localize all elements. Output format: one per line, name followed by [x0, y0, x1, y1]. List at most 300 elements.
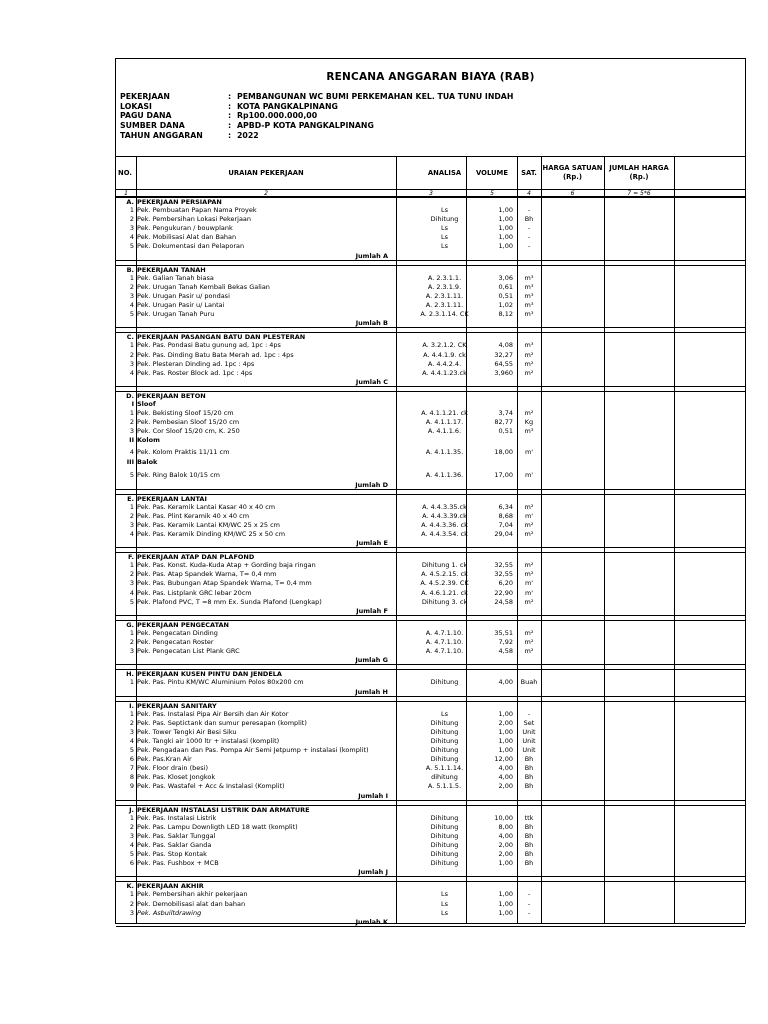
item-number: 3	[129, 427, 134, 436]
item-volume: 1,00	[498, 899, 513, 908]
item-analisa: Ls	[440, 233, 448, 242]
item-number: 9	[129, 782, 134, 791]
item-number: 5	[129, 242, 134, 251]
item-analisa: A. 3.2.1.2. CK	[422, 341, 467, 350]
item-uraian: Pek. Pembuatan Papan Nama Proyek	[137, 206, 257, 215]
section-header-row	[116, 265, 745, 274]
column-number-row	[116, 190, 745, 197]
item-volume: 22,90	[494, 588, 513, 597]
info-label: TAHUN ANGGARAN	[120, 130, 203, 140]
item-number: 1	[129, 628, 134, 637]
section-code: C.	[126, 333, 134, 342]
item-analisa: A. 4.7.1.10.	[425, 638, 464, 647]
table-row	[116, 900, 745, 909]
table-row	[116, 719, 745, 728]
item-number: 3	[129, 908, 134, 917]
item-number: 1	[129, 206, 134, 215]
item-number: 4	[129, 368, 134, 377]
item-satuan: Unit	[522, 746, 536, 755]
item-volume: 82,77	[494, 418, 513, 427]
table-row	[116, 468, 745, 481]
item-satuan: m²	[524, 561, 534, 570]
section-total-label: Jumlah G	[355, 656, 388, 665]
table-row	[116, 427, 745, 436]
table-row	[116, 755, 745, 764]
item-uraian: Pek. Urugan Pasir u/ Lantai	[137, 301, 225, 310]
item-uraian: Pek. Urugan Tanah Kembali Bekas Galian	[137, 282, 270, 291]
info-value: 2022	[237, 130, 259, 140]
item-volume: 0,61	[498, 282, 513, 291]
item-volume: 64,55	[494, 359, 513, 368]
section-header-row	[116, 197, 745, 206]
table-row	[116, 215, 745, 224]
section-total-label: Jumlah D	[355, 480, 388, 489]
colnum-harga-satuan: 6	[570, 190, 575, 197]
item-number: 1	[129, 561, 134, 570]
item-uraian: Pek. Pas. Fushbox + MCB	[137, 859, 219, 868]
section-header-row	[116, 332, 745, 341]
header-uraian: URAIAN PEKERJAAN	[228, 168, 304, 177]
section-code: F.	[128, 553, 134, 562]
item-analisa: A. 4.1.1.35.	[425, 448, 464, 457]
item-analisa: Ls	[440, 908, 448, 917]
item-uraian: Pek. Pas. Lampu Downligth LED 18 watt (komplit)	[137, 822, 298, 831]
item-satuan: -	[527, 709, 531, 718]
section-header-row	[116, 701, 745, 710]
item-analisa: A. 5.1.1.5.	[427, 782, 462, 791]
item-number: 2	[129, 282, 134, 291]
item-analisa: Ls	[440, 899, 448, 908]
item-satuan: Bh	[524, 859, 534, 868]
item-analisa: Dihitung	[430, 718, 459, 727]
section-code: G.	[126, 620, 134, 629]
item-number: 2	[129, 418, 134, 427]
table-row	[116, 351, 745, 360]
item-number: 2	[129, 215, 134, 224]
item-uraian: Pek. Kolom Praktis 11/11 cm	[137, 448, 230, 457]
item-analisa: A. 2.3.1.11.	[425, 291, 464, 300]
item-number: 6	[129, 755, 134, 764]
table-body	[116, 197, 745, 927]
item-analisa: Dihitung	[430, 831, 459, 840]
item-satuan: Bh	[524, 755, 534, 764]
item-satuan: m²	[524, 597, 534, 606]
item-uraian: Pek. Pas. Konst. Kuda-Kuda Atap + Gording baja ringan	[137, 561, 316, 570]
item-satuan: m'	[524, 470, 534, 479]
item-satuan: m'	[524, 579, 534, 588]
item-uraian: Pek. Dokumentasi dan Pelaporan	[137, 242, 245, 251]
info-colon: :	[228, 121, 232, 131]
item-satuan: Unit	[522, 727, 536, 736]
item-satuan: m²	[524, 520, 534, 529]
info-colon: :	[228, 130, 232, 140]
item-uraian: Pek. Pas. Wastafel + Acc & Instalasi (Komplit)	[137, 782, 285, 791]
info-label: SUMBER DANA	[120, 121, 185, 131]
item-satuan: m²	[524, 638, 534, 647]
item-number: 1	[129, 890, 134, 899]
section-total-row	[116, 481, 745, 490]
table-row	[116, 678, 745, 687]
table-row	[116, 841, 745, 850]
item-volume: 1,00	[498, 736, 513, 745]
item-volume: 18,00	[494, 448, 513, 457]
item-analisa: A. 2.3.1.14. CK	[420, 310, 469, 319]
item-number: 4	[129, 841, 134, 849]
section-header-row	[116, 620, 745, 629]
table-row	[116, 224, 745, 233]
item-uraian: Pek. Pengecatan Dinding	[137, 628, 218, 637]
item-volume: 1,00	[498, 224, 513, 233]
section-title: PEKERJAAN INSTALASI LISTRIK DAN ARMATURE	[137, 805, 310, 814]
item-analisa: A. 5.1.1.14.	[425, 764, 464, 773]
item-number: III	[126, 458, 134, 467]
section-total-label: Jumlah E	[356, 539, 388, 548]
item-uraian: Pek. Tangki air 1000 ltr + instalasi (komplit)	[137, 736, 280, 745]
table-row	[116, 728, 745, 737]
item-volume: 4,00	[498, 764, 513, 773]
section-code: H.	[126, 670, 134, 679]
item-satuan: Bh	[524, 764, 534, 773]
item-volume: 8,68	[498, 511, 513, 520]
table-row	[116, 310, 745, 319]
item-satuan: m³	[524, 301, 534, 310]
table-row	[116, 737, 745, 746]
item-analisa: Dihitung	[430, 727, 459, 736]
item-analisa: A. 4.4.3.36. ck	[421, 520, 468, 529]
table-row	[116, 579, 745, 588]
item-volume: 7,92	[498, 638, 513, 647]
item-volume: 2,00	[498, 850, 513, 859]
item-number: 2	[129, 822, 134, 831]
item-volume: 3,06	[498, 273, 513, 282]
item-number: 2	[129, 899, 134, 908]
item-volume: 2,00	[498, 782, 513, 791]
item-satuan: m³	[524, 341, 534, 350]
item-satuan: Kg	[524, 418, 534, 427]
item-satuan: m³	[524, 291, 534, 300]
item-uraian: Pek. Pembesian Sloof 15/20 cm	[137, 418, 240, 427]
item-number: 5	[129, 746, 134, 755]
table-row	[116, 242, 745, 251]
item-volume: 10,00	[494, 813, 513, 822]
section-title: PEKERJAAN TANAH	[137, 265, 206, 274]
table-row	[116, 823, 745, 832]
section-header-row	[116, 805, 745, 814]
item-volume: 2,00	[498, 841, 513, 849]
section-header-row	[116, 391, 745, 400]
item-volume: 1,00	[498, 206, 513, 215]
table-row	[116, 503, 745, 512]
item-number: 4	[129, 233, 134, 242]
section-code: A.	[126, 198, 134, 206]
section-header-row	[116, 669, 745, 678]
item-satuan: m³	[524, 310, 534, 319]
item-uraian: Pek. Pas.Kran Air	[137, 755, 192, 764]
item-uraian: Pek. Pembersihan Lokasi Pekerjaan	[137, 215, 252, 224]
item-number: 3	[129, 831, 134, 840]
colnum-volume: 5	[490, 190, 494, 197]
section-title: PEKERJAAN PASANGAN BATU DAN PLESTERAN	[137, 333, 306, 342]
section-title: PEKERJAAN AKHIR	[137, 882, 204, 891]
item-volume: 32,55	[494, 561, 513, 570]
item-satuan: Bh	[524, 831, 534, 840]
table-row	[116, 369, 745, 378]
item-volume: 8,00	[498, 822, 513, 831]
item-uraian: Pek. Pas. Saklar Ganda	[137, 841, 212, 849]
section-title: PEKERJAAN BETON	[137, 391, 206, 400]
table-row	[116, 274, 745, 283]
info-label: PAGU DANA	[120, 111, 172, 121]
table-row	[116, 360, 745, 369]
section-title: PEKERJAAN LANTAI	[137, 494, 207, 503]
item-analisa: A. 4.4.1.9. ck	[423, 350, 466, 359]
document-title: RENCANA ANGGARAN BIAYA (RAB)	[326, 71, 535, 83]
info-colon: :	[228, 92, 232, 101]
section-title: PEKERJAAN PERSIAPAN	[137, 198, 222, 206]
item-number: 5	[129, 850, 134, 859]
item-analisa: A. 2.3.1.11.	[425, 301, 464, 310]
section-total-row	[116, 252, 745, 261]
item-analisa: Dihitung	[430, 850, 459, 859]
item-volume: 6,34	[498, 502, 513, 511]
table-row	[116, 409, 745, 418]
section-total-label: Jumlah A	[355, 251, 388, 260]
item-number: 5	[129, 470, 134, 479]
item-uraian: Pek. Demobilisasi alat dan bahan	[137, 899, 246, 908]
item-number: 1	[129, 502, 134, 511]
item-uraian: Pek. Pas. Plint Keramik 40 x 40 cm	[137, 511, 250, 520]
item-satuan: m²	[524, 502, 534, 511]
section-code: E.	[127, 494, 134, 503]
item-volume: 35,51	[494, 628, 513, 637]
item-uraian: Pek. Ring Balok 10/15 cm	[137, 470, 220, 479]
item-uraian: Pek. Tower Tengki Air Besi Siku	[137, 727, 237, 736]
section-header-row	[116, 881, 745, 890]
item-number: I	[131, 399, 134, 408]
item-analisa: A. 4.6.1.21. ck	[421, 588, 468, 597]
item-uraian: Pek. Pas. Keramik Lantai Kasar 40 x 40 cm	[137, 502, 276, 511]
item-uraian: Pek. Pengecatan List Plank GRC	[137, 647, 240, 656]
item-number: 1	[129, 709, 134, 718]
item-volume: 0,51	[498, 291, 513, 300]
item-number: II	[129, 436, 134, 445]
colnum-jumlah-harga: 7 = 5*6	[627, 190, 651, 197]
item-satuan: m²	[524, 570, 534, 579]
item-satuan: Unit	[522, 736, 536, 745]
section-total-row	[116, 688, 745, 697]
info-label: LOKASI	[120, 101, 152, 111]
item-satuan: m²	[524, 530, 534, 538]
item-uraian: Pek. Cor Sloof 15/20 cm, K. 250	[137, 427, 240, 436]
section-total-row	[116, 868, 745, 877]
item-satuan: m²	[524, 647, 534, 656]
info-value: KOTA PANGKALPINANG	[237, 101, 338, 111]
item-satuan: -	[527, 890, 531, 899]
section-total-label: Jumlah J	[358, 868, 388, 877]
header-volume: VOLUME	[476, 168, 508, 177]
info-label: PEKERJAAN	[120, 92, 170, 101]
item-uraian: Pek. Pengadaan dan Pas. Pompa Air Semi Jetpump + instalasi (komplit)	[137, 746, 369, 755]
item-analisa: A. 4.7.1.10.	[425, 647, 464, 656]
item-uraian: Pek. Galian Tanah biasa	[137, 273, 214, 282]
colnum-no: 1	[124, 190, 128, 197]
item-uraian: Pek. Pengecatan Roster	[137, 638, 214, 647]
item-volume: 32,55	[494, 570, 513, 579]
section-title: PEKERJAAN KUSEN PINTU DAN JENDELA	[137, 670, 282, 679]
item-volume: 1,00	[498, 242, 513, 251]
item-volume: 32,27	[494, 350, 513, 359]
item-uraian: Pek. Urugan Tanah Puru	[137, 310, 215, 319]
item-satuan: m²	[524, 359, 534, 368]
section-code: I.	[129, 701, 134, 710]
item-analisa: A. 4.7.1.10.	[425, 628, 464, 637]
item-analisa: Dihitung	[430, 755, 459, 764]
table-row	[116, 890, 745, 899]
item-analisa: Ls	[440, 890, 448, 899]
item-number: 8	[129, 773, 134, 782]
section-total-row	[116, 378, 745, 387]
table-row	[116, 530, 745, 539]
item-volume: 6,20	[498, 579, 513, 588]
item-analisa: Ls	[440, 709, 448, 718]
item-volume: 1,00	[498, 890, 513, 899]
item-uraian: Pek. Pengukuran / bouwplank	[137, 224, 233, 233]
item-satuan: Bh	[524, 850, 534, 859]
item-volume: 7,04	[498, 520, 513, 529]
item-number: 4	[129, 448, 134, 457]
item-satuan: m'	[524, 511, 534, 520]
item-analisa: Dihitung	[430, 813, 459, 822]
colnum-sat: 4	[527, 190, 531, 197]
section-total-row	[116, 918, 745, 927]
table-row	[116, 589, 745, 598]
item-volume: 3,960	[494, 368, 513, 377]
table-row	[116, 301, 745, 310]
item-uraian: Pek. Pas. Kloset Jongkok	[137, 773, 216, 782]
item-satuan: Buah	[520, 678, 538, 687]
item-volume: 4,58	[498, 647, 513, 656]
section-total-row	[116, 656, 745, 665]
section-header-row	[116, 494, 745, 503]
item-analisa: A. 4.5.2.15. ck	[421, 570, 468, 579]
section-total-row	[116, 319, 745, 328]
section-total-label: Jumlah F	[356, 606, 388, 615]
section-total-label: Jumlah C	[355, 377, 388, 386]
item-analisa: Dihitung	[430, 822, 459, 831]
item-uraian: Balok	[137, 458, 158, 467]
item-satuan: m²	[524, 409, 534, 418]
item-uraian: Pek. Pas. Keramik Dinding KM/WC 25 x 50 cm	[137, 530, 286, 538]
section-code: D.	[126, 391, 134, 400]
item-number: 2	[129, 350, 134, 359]
section-total-row	[116, 607, 745, 616]
item-analisa: A. 4.5.2.39. CK	[420, 579, 469, 588]
item-analisa: A. 4.4.2.4.	[427, 359, 462, 368]
item-analisa: Dihitung 3. ck	[421, 597, 468, 606]
item-uraian: Sloof	[137, 399, 156, 408]
subsection-row	[116, 400, 745, 409]
header-no: NO.	[118, 168, 132, 177]
item-uraian: Pek. Plafond PVC, T =8 mm Ex. Sunda Plafond (Lengkap)	[137, 597, 322, 606]
section-total-label: Jumlah I	[358, 791, 388, 800]
item-satuan: m²	[524, 628, 534, 637]
item-satuan: Bh	[524, 215, 534, 224]
item-satuan: -	[527, 899, 531, 908]
item-uraian: Pek. Pembersihan akhir pekerjaan	[137, 890, 248, 899]
item-volume: 1,00	[498, 215, 513, 224]
item-uraian: Pek. Urugan Pasir u/ pondasi	[137, 291, 230, 300]
item-satuan: Bh	[524, 773, 534, 782]
item-uraian: Pek. Pas. Septictank dan sumur peresapan (komplit)	[137, 718, 307, 727]
table-row	[116, 629, 745, 638]
item-volume: 1,00	[498, 709, 513, 718]
table-row	[116, 710, 745, 719]
item-analisa: A. 4.4.3.54. ck	[421, 530, 468, 538]
item-uraian: Pek. Pas. Roster Block ad. 1pc : 4ps	[137, 368, 253, 377]
item-number: 3	[129, 727, 134, 736]
item-number: 3	[129, 520, 134, 529]
item-number: 3	[129, 224, 134, 233]
item-volume: 4,08	[498, 341, 513, 350]
item-volume: 0,51	[498, 427, 513, 436]
item-volume: 29,04	[494, 530, 513, 538]
item-volume: 4,00	[498, 831, 513, 840]
table-row	[116, 283, 745, 292]
item-uraian: Pek. Bekisting Sloof 15/20 cm	[137, 409, 234, 418]
table-row	[116, 598, 745, 607]
table-row	[116, 521, 745, 530]
table-row	[116, 512, 745, 521]
header-jumlah-harga: JUMLAH HARGA (Rp.)	[609, 164, 669, 181]
section-total-row	[116, 539, 745, 548]
item-number: 7	[129, 764, 134, 773]
colnum-uraian: 2	[264, 190, 268, 197]
item-analisa: A. 4.4.1.23.ck	[422, 368, 467, 377]
item-volume: 4,00	[498, 773, 513, 782]
table-row	[116, 445, 745, 458]
item-number: 3	[129, 359, 134, 368]
header-harga-satuan: HARGA SATUAN (Rp.)	[542, 164, 603, 181]
item-number: 2	[129, 570, 134, 579]
table-row	[116, 206, 745, 215]
subsection-row	[116, 458, 745, 467]
item-uraian: Pek. Pas. Atap Spandek Warna, T= 0,4 mm	[137, 570, 277, 579]
item-number: 2	[129, 511, 134, 520]
item-number: 1	[129, 409, 134, 418]
item-analisa: A. 4.1.1.21. ck	[421, 409, 468, 418]
item-uraian: Pek. Pas. Dinding Batu Bata Merah ad. 1pc : 4ps	[137, 350, 294, 359]
table-row	[116, 782, 745, 791]
section-total-label: Jumlah H	[355, 687, 388, 696]
header-analisa: ANALISA	[427, 168, 462, 177]
item-number: 3	[129, 291, 134, 300]
item-analisa: A. 2.3.1.1.	[427, 273, 462, 282]
item-satuan: Set	[523, 718, 535, 727]
table-row	[116, 418, 745, 427]
item-analisa: Ls	[440, 242, 448, 251]
item-satuan: m'	[524, 588, 534, 597]
item-analisa: Ls	[440, 206, 448, 215]
table-row	[116, 773, 745, 782]
item-uraian: Pek. Pas. Pondasi Batu gunung ad, 1pc : 4ps	[137, 341, 281, 350]
section-title: PEKERJAAN PENGECATAN	[137, 620, 229, 629]
item-volume: 1,00	[498, 746, 513, 755]
item-analisa: A. 4.1.1.36.	[425, 470, 464, 479]
item-uraian: Pek. Pas. Bubungan Atap Spandek Warna, T= 0,4 mm	[137, 579, 312, 588]
item-analisa: A. 4.4.3.35.ck	[422, 502, 467, 511]
item-number: 3	[129, 647, 134, 656]
info-value: APBD-P KOTA PANGKALPINANG	[237, 121, 374, 131]
